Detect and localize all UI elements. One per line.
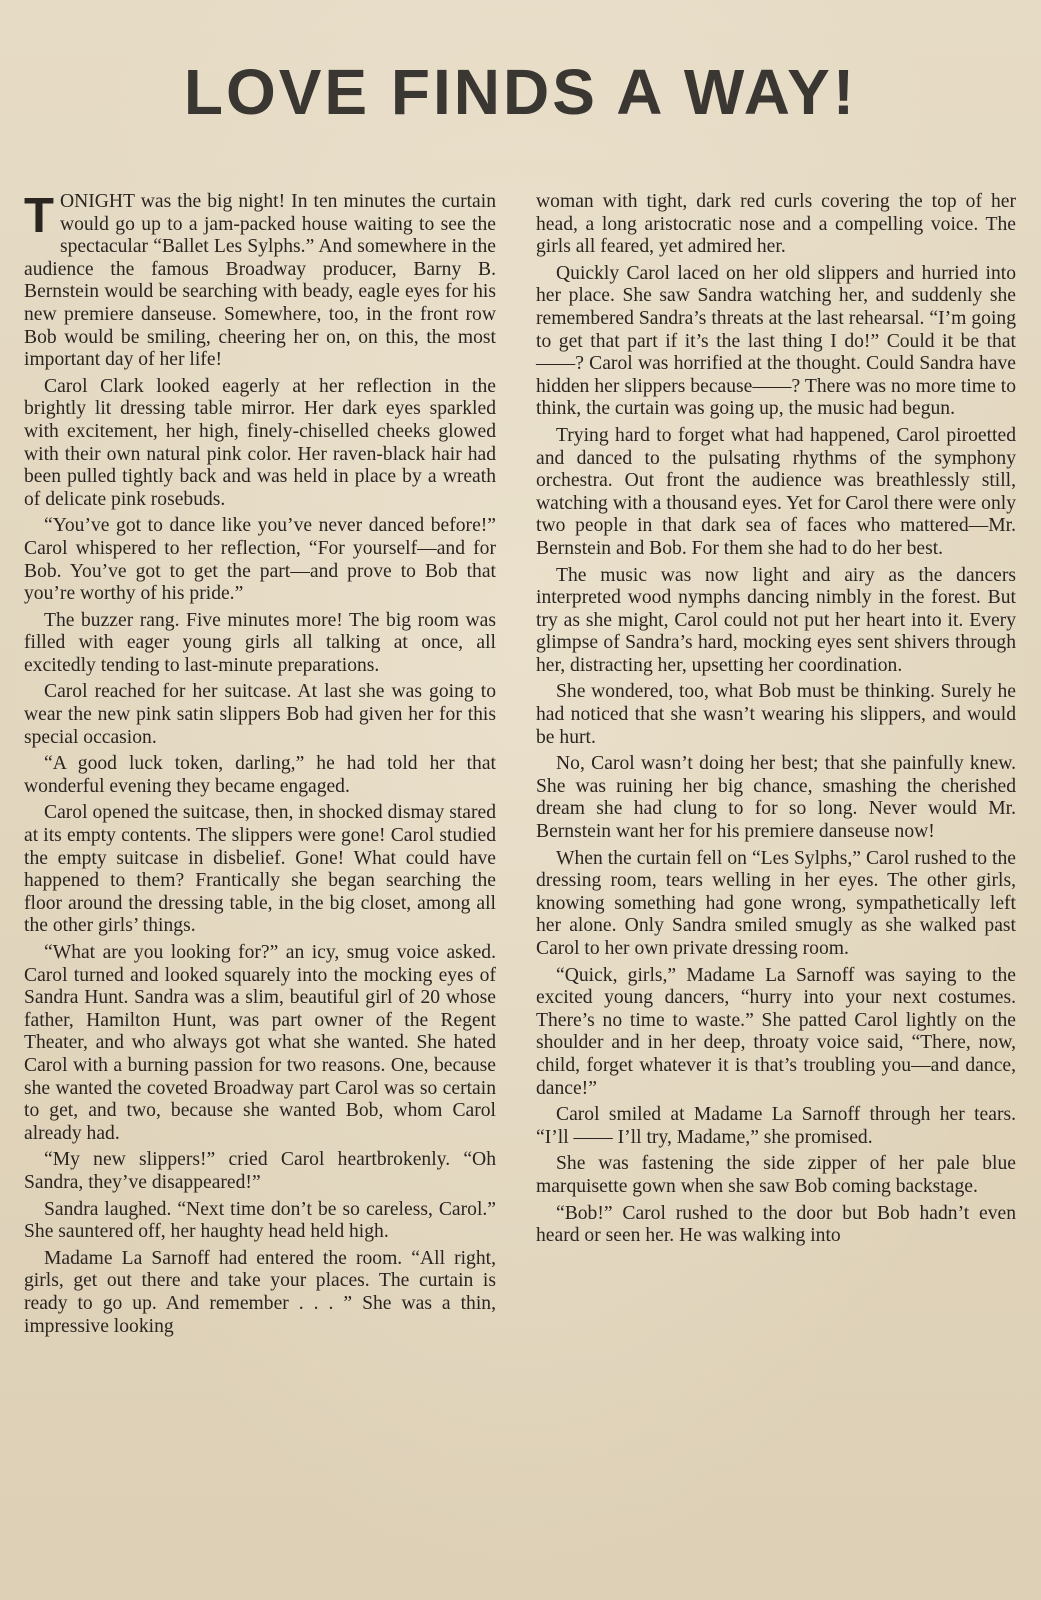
right-column (536, 191, 1016, 1252)
paragraph: Carol Clark looked eagerly at her reflection in the brightly lit dressing table mirror. Her dark eyes sparkled with excitement, her high, finely-chiselled cheeks glowed with their own natural pink color. Her raven-black hair had been pulled tightly back and was held in place by a wreath of delicate pink rosebuds. (24, 375, 496, 510)
left-column (24, 191, 496, 1342)
drop-cap: T (24, 189, 54, 243)
paragraph: The buzzer rang. Five minutes more! The big room was filled with eager young girls all talking at once, all excitedly tending to last-minute preparations. (24, 609, 496, 676)
paragraph: No, Carol wasn’t doing her best; that she painfully knew. She was ruining her big chance, smashing the cherished dream she had clung to for so long. Never would Mr. Bernstein want her for his premiere danseuse now! (536, 753, 1016, 843)
paragraph: When the curtain fell on “Les Sylphs,” Carol rushed to the dressing room, tears welling in her eyes. The other girls, knowing something had gone wrong, sympathetically left her alone. Only Sandra smiled smugly as she walked past Carol to her own private dressing room. (536, 847, 1016, 959)
paragraph: woman with tight, dark red curls covering the top of her head, a long aristocratic nose and a compelling voice. The girls all feared, yet admired her. (536, 191, 1016, 258)
paragraph: She wondered, too, what Bob must be thinking. Surely he had noticed that she wasn’t wearing his slippers, and would be hurt. (536, 681, 1016, 748)
paragraph: Trying hard to forget what had happened, Carol piroetted and danced to the pulsating rhythms of the symphony orchestra. Out front the audience was breathlessly still, watching with a thousand eyes. Yet for Carol there were only two people in that dark sea of faces who mattered—Mr. Bernstein and Bob. For them she had to do her best. (536, 424, 1016, 559)
paragraph: “A good luck token, darling,” he had told her that wonderful evening they became engaged. (24, 753, 496, 797)
story-title: LOVE FINDS A WAY! (183, 56, 858, 128)
paragraph: Sandra laughed. “Next time don’t be so careless, Carol.” She sauntered off, her haughty head held high. (24, 1198, 496, 1243)
paragraph: Carol smiled at Madame La Sarnoff through her tears. “I’ll —— I’ll try, Madame,” she promised. (536, 1104, 1016, 1148)
paragraph-text: ONIGHT was the big night! In ten minutes the curtain would go up to a jam-packed house waiting to see the spectacular “Ballet Les Sylphs.” And somewhere in the audience the famous Broadway producer, Barny B. Bernstein would be searching with beady, eagle eyes for his new premiere danseuse. Somewhere, too, in the front row Bob would be smiling, cheering her on, on this, the most important day of her life! (24, 191, 496, 371)
paragraph: She was fastening the side zipper of her pale blue marquisette gown when she saw Bob coming backstage. (536, 1153, 1016, 1197)
paragraph: “You’ve got to dance like you’ve never danced before!” Carol whispered to her reflection, “For yourself—and for Bob. You’ve got to get the part—and prove to Bob that you’re worthy of his pride.” (24, 515, 496, 605)
paragraph: The music was now light and airy as the dancers interpreted wood nymphs dancing nimbly in the forest. But try as she might, Carol could not put her heart into it. Every glimpse of Sandra’s hard, mocking eyes sent shivers through her, distracting her, upsetting her coordination. (536, 564, 1016, 676)
paragraph: “Quick, girls,” Madame La Sarnoff was saying to the excited young dancers, “hurry into your next costumes. There’s no time to waste.” She patted Carol lightly on the shoulder and in her deep, throaty voice said, “There, now, child, forget whatever it is that’s troubling you—and dance, dance!” (536, 964, 1016, 1099)
paragraph: “My new slippers!” cried Carol heartbrokenly. “Oh Sandra, they’ve disappeared!” (24, 1149, 496, 1193)
paragraph: Carol opened the suitcase, then, in shocked dismay stared at its empty contents. The slippers were gone! Carol studied the empty suitcase in disbelief. Gone! What could have happened to them? Frantically she began searching the floor around the dressing table, in the big closet, among all the other girls’ things. (24, 802, 496, 937)
paragraph: Quickly Carol laced on her old slippers and hurried into her place. She saw Sandra watching her, and suddenly she remembered Sandra’s threats at the last rehearsal. “I’m going to get that part if it’s the last thing I do!” Could it be that——? Carol was horrified at the thought. Could Sandra have hidden her slippers because——? There was no more time to think, the curtain was going up, the music had begun. (536, 262, 1016, 420)
paragraph: Madame La Sarnoff had entered the room. “All right, girls, get out there and take your places. The curtain is ready to go up. And remember . . . ” She was a thin, impressive looking (24, 1247, 496, 1337)
paragraph (24, 191, 496, 372)
paragraph: “What are you looking for?” an icy, smug voice asked. Carol turned and looked squarely into the mocking eyes of Sandra Hunt. Sandra was a slim, beautiful girl of 20 whose father, Hamilton Hunt, was part owner of the Regent Theater, and who always got what she wanted. She hated Carol with a burning passion for two reasons. One, because she wanted the coveted Broadway part Carol was so certain to get, and two, because she wanted Bob, whom Carol already had. (24, 942, 496, 1144)
paragraph: “Bob!” Carol rushed to the door but Bob hadn’t even heard or seen her. He was walking into (536, 1202, 1016, 1247)
paragraph: Carol reached for her suitcase. At last she was going to wear the new pink satin slippers Bob had given her for this special occasion. (24, 681, 496, 748)
